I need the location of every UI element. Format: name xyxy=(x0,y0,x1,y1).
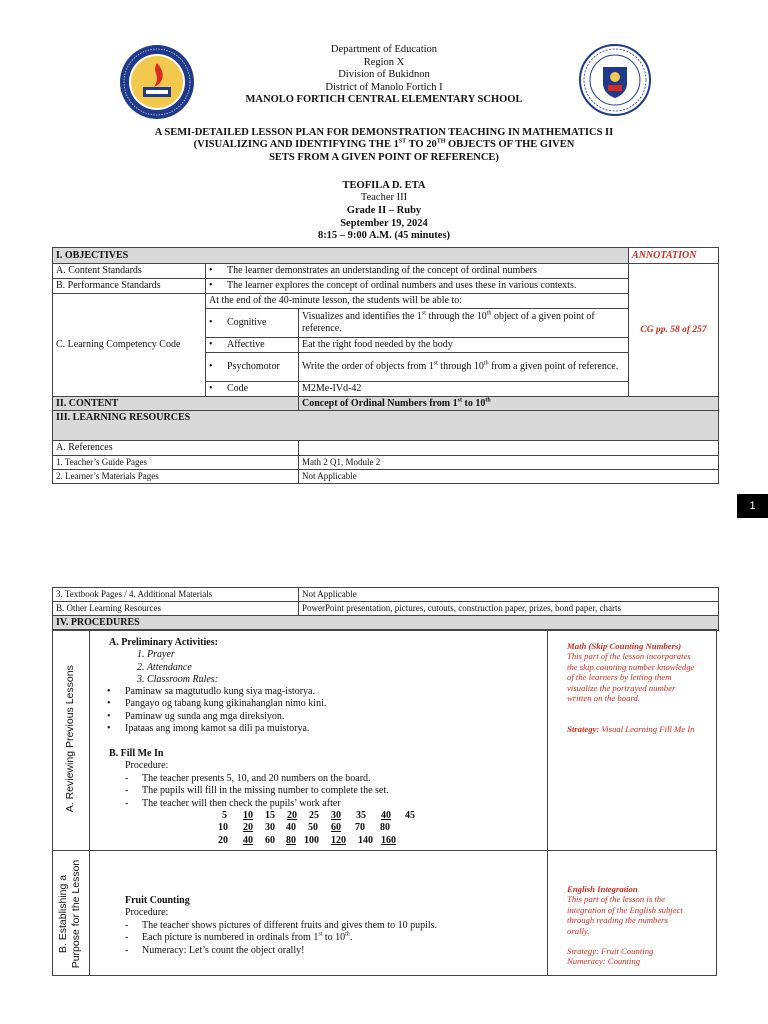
preliminary-title: A. Preliminary Activities: xyxy=(109,637,218,648)
lesson-plan-title xyxy=(0,127,768,164)
resources-continued-table xyxy=(52,587,719,631)
header-line: Region X xyxy=(363,56,405,68)
missing-number: 40 xyxy=(381,810,391,821)
teacher-position: Teacher III xyxy=(360,192,408,204)
missing-number: 10 xyxy=(243,810,253,821)
annotation-english-line: integration of the English subject xyxy=(567,904,683,915)
content-heading: II. CONTENT xyxy=(53,396,299,411)
school-name: MANOLO FORTICH CENTRAL ELEMENTARY SCHOOL xyxy=(245,94,523,106)
page-number-tab: 1 xyxy=(737,494,768,518)
competency-label: C. Learning Competency Code xyxy=(53,294,206,397)
preliminary-item: 1. Prayer xyxy=(137,649,175,661)
lesson-time: 8:15 – 9:00 A.M. (45 minutes) xyxy=(317,229,451,241)
given-number: 25 xyxy=(309,810,319,821)
given-number: 50 xyxy=(308,822,318,834)
domain-label-cognitive: • Cognitive xyxy=(206,308,299,337)
given-number: 15 xyxy=(265,810,275,821)
missing-number: 40 xyxy=(243,834,253,846)
missing-number: 160 xyxy=(381,834,396,846)
fruit-title: Fruit Counting xyxy=(125,895,190,906)
resource-row-value: Math 2 Q1, Module 2 xyxy=(299,455,719,469)
resource-row-value: Not Applicable xyxy=(299,588,719,602)
performance-standards-cell: • The learner explores the concept of ordinal numbers and uses these in various contexts. xyxy=(206,279,629,294)
fruit-procedure-label: Procedure: xyxy=(125,907,169,919)
fill-step: - The teacher will then check the pupils’ work after xyxy=(125,797,341,809)
resource-row-label: B. Other Learning Resources xyxy=(53,602,299,616)
grade-section: Grade II – Ruby xyxy=(346,205,422,217)
missing-number: 120 xyxy=(331,834,346,846)
given-number: 40 xyxy=(286,822,296,834)
content-standards-label: A. Content Standards xyxy=(53,264,206,279)
domain-label-affective: • Affective xyxy=(206,337,299,352)
annotation-math-line: of the learners by letting them xyxy=(567,672,672,683)
step-b-label: B. Establishing a Purpose for the Lesson xyxy=(57,859,82,969)
missing-number: 60 xyxy=(331,822,341,834)
annotation-math-strategy: Strategy: Visual Learning Fill Me In xyxy=(567,724,695,735)
rule-item: • Pangayo og tabang kung gikinahanglan nimo kini. xyxy=(107,698,327,710)
fruit-step: - The teacher shows pictures of different fruits and gives them to 10 pupils. xyxy=(125,919,438,931)
annotation-english-strategy: Strategy: Fruit Counting xyxy=(567,946,654,957)
preliminary-activities xyxy=(109,637,539,687)
domain-text-psychomotor: Write the order of objects from 1st through 10th from a given point of reference. xyxy=(299,352,629,381)
fruit-counting xyxy=(125,895,545,957)
resource-row-label: 2. Learner’s Materials Pages xyxy=(53,469,299,483)
content-standards-text: The learner demonstrates an understanding of the concept of ordinal numbers xyxy=(227,265,537,277)
resource-row-value: PowerPoint presentation, pictures, cutouts, construction paper, prizes, bond paper, charts xyxy=(299,602,719,616)
teacher-name: TEOFILA D. ETA xyxy=(342,180,426,191)
procedures-heading: IV. PROCEDURES xyxy=(53,616,719,631)
annotation-english-title: English Integration xyxy=(567,884,638,894)
header-line: Division of Bukidnon xyxy=(338,69,430,81)
annotation-english xyxy=(567,884,700,967)
preliminary-item: 3. Classroom Rules: xyxy=(137,674,219,686)
given-number: 60 xyxy=(265,834,275,846)
fill-me-in xyxy=(109,748,539,810)
references-empty xyxy=(299,441,719,456)
annotation-math-line: written on the board. xyxy=(567,693,641,704)
fill-procedure-label: Procedure: xyxy=(125,760,169,772)
resource-row-value: Not Applicable xyxy=(299,469,719,483)
domain-text-affective: Eat the right food needed by the body xyxy=(299,337,629,352)
procedures-step-divider xyxy=(89,629,90,976)
objectives-table xyxy=(52,247,719,484)
resources-heading: III. LEARNING RESOURCES xyxy=(53,411,719,441)
fruit-step: - Each picture is numbered in ordinals from 1st to 10th. xyxy=(125,931,353,944)
fill-step: - The pupils will fill in the missing number to complete the set. xyxy=(125,785,389,797)
procedures-annotation-divider xyxy=(547,629,548,976)
title-line-3: SETS FROM A GIVEN POINT OF REFERENCE) xyxy=(269,151,499,163)
domain-label-code: • Code xyxy=(206,381,299,396)
teacher-block xyxy=(0,180,768,242)
annotation-math-line: the skip counting number knowledge xyxy=(567,661,695,672)
classroom-rules xyxy=(107,686,537,736)
content-standards-cell: • The learner demonstrates an understanding of the concept of ordinal numbers xyxy=(206,264,629,279)
domain-text-cognitive: Visualizes and identifies the 1st through the 10th object of a given point of reference. xyxy=(299,308,629,337)
domain-text-code: M2Me-IVd-42 xyxy=(299,381,629,396)
given-number: 20 xyxy=(218,834,228,846)
annotation-math-line: visualize the portrayed number xyxy=(567,682,676,693)
annotation-heading: ANNOTATION xyxy=(629,248,719,264)
preliminary-item: 2. Attendance xyxy=(137,661,192,673)
resource-row-label: 1. Teacher’s Guide Pages xyxy=(53,455,299,469)
missing-number: 20 xyxy=(243,822,253,834)
given-number: 45 xyxy=(405,810,415,821)
domain-label-psychomotor: • Psychomotor xyxy=(206,352,299,381)
annotation-math-line: This part of the lesson incorporates xyxy=(567,651,691,662)
annotation-math-title: Math (Skip Counting Numbers) xyxy=(567,641,682,651)
step-a-label: A. Reviewing Previous Lessons xyxy=(63,665,76,813)
header-block xyxy=(0,44,768,107)
resource-row-label: 3. Textbook Pages / 4. Additional Materials xyxy=(53,588,299,602)
given-number: 100 xyxy=(304,834,319,846)
procedures-row-divider xyxy=(52,850,717,851)
header-line: Department of Education xyxy=(330,44,438,55)
number-sequence-grid xyxy=(210,810,440,850)
given-number: 5 xyxy=(222,810,227,821)
annotation-english-line: orally. xyxy=(567,925,590,936)
rule-item: • Paminaw sa magtutudlo kung siya mag-istorya. xyxy=(107,686,315,697)
missing-number: 20 xyxy=(287,810,297,821)
annotation-math xyxy=(567,641,712,735)
content-value: Concept of Ordinal Numbers from 1st to 10th xyxy=(299,396,719,411)
title-line-2: (VISUALIZING AND IDENTIFYING THE 1ST TO 20TH OBJECTS OF THE GIVEN xyxy=(193,138,575,151)
cg-annotation: CG pp. 58 of 257 xyxy=(640,324,707,335)
cg-annotation-cell xyxy=(629,264,719,397)
given-number: 70 xyxy=(355,822,365,834)
rule-item: • Paminaw ug sunda ang mga direksiyon. xyxy=(107,710,285,722)
fill-title: B. Fill Me In xyxy=(109,748,164,759)
given-number: 80 xyxy=(380,822,390,834)
annotation-english-line: This part of the lesson is the xyxy=(567,894,665,905)
rule-item: • Ipataas ang imong kamot sa dili pa muistorya. xyxy=(107,723,310,735)
performance-standards-label: B. Performance Standards xyxy=(53,279,206,294)
lesson-date: September 19, 2024 xyxy=(340,217,428,229)
annotation-english-numeracy: Numeracy: Counting xyxy=(567,956,641,967)
fill-step: - The teacher presents 5, 10, and 20 numbers on the board. xyxy=(125,772,371,784)
missing-number: 80 xyxy=(286,834,296,846)
competency-intro: At the end of the 40-minute lesson, the students will be able to: xyxy=(206,294,629,309)
header-line: District of Manolo Fortich I xyxy=(325,81,443,93)
given-number: 140 xyxy=(358,834,373,846)
references-label: A. References xyxy=(53,441,299,456)
title-line-1: A SEMI-DETAILED LESSON PLAN FOR DEMONSTRATION TEACHING IN MATHEMATICS II xyxy=(154,127,614,138)
missing-number: 30 xyxy=(331,810,341,821)
given-number: 35 xyxy=(356,810,366,821)
fruit-step: - Numeracy: Let’s count the object orally! xyxy=(125,944,305,956)
objectives-heading: I. OBJECTIVES xyxy=(53,248,629,264)
performance-standards-text: The learner explores the concept of ordinal numbers and uses these in various contexts. xyxy=(227,280,577,292)
annotation-english-line: through reading the numbers xyxy=(567,915,668,926)
given-number: 30 xyxy=(265,822,275,834)
given-number: 10 xyxy=(218,822,228,834)
